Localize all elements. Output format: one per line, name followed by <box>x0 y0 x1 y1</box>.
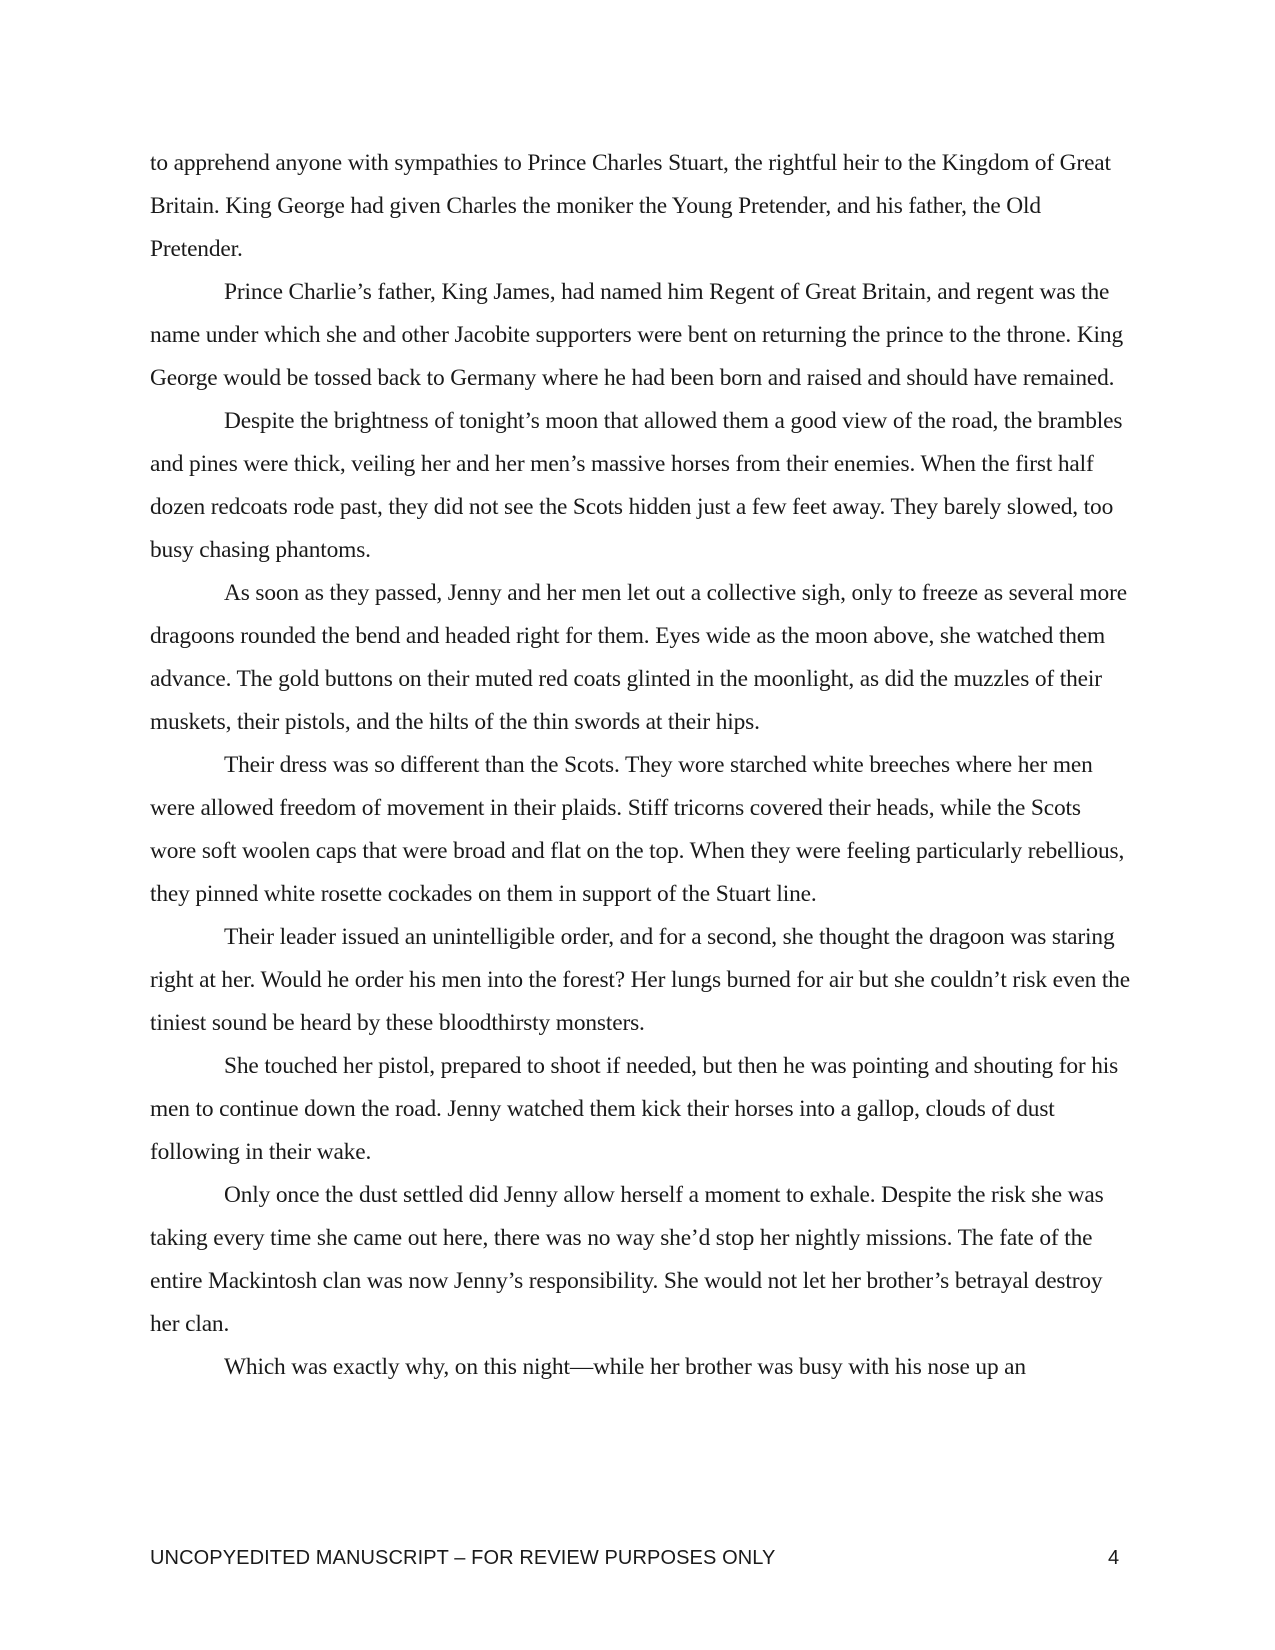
paragraph: She touched her pistol, prepared to shoot if needed, but then he was pointing and shouting for his men to continue down the road. Jenny watched them kick their horses into a gallop, clouds of dust following in their wake. <box>150 1053 1119 1165</box>
paragraph: Only once the dust settled did Jenny allow herself a moment to exhale. Despite the risk she was taking every time she came out here, there was no way she’d stop her nightly missions. The fate of the entire Mackintosh clan was now Jenny’s responsibility. She would not let her brother’s betrayal destroy her clan. <box>150 1182 1104 1337</box>
page-number: 4 <box>1108 1547 1120 1569</box>
paragraph: As soon as they passed, Jenny and her men let out a collective sigh, only to freeze as several more dragoons rounded the bend and headed right for them. Eyes wide as the moon above, she watched them advance. The gold buttons on their muted red coats glinted in the moonlight, as did the muzzles of their muskets, their pistols, and the hilts of the thin swords at their hips. <box>150 580 1127 735</box>
paragraph: Their leader issued an unintelligible order, and for a second, she thought the dragoon was staring right at her. Would he order his men into the forest? Her lungs burned for air but she couldn’t risk even the tiniest sound be heard by these bloodthirsty monsters. <box>150 924 1130 1036</box>
paragraph: Prince Charlie’s father, King James, had named him Regent of Great Britain, and regent was the name under which she and other Jacobite supporters were bent on returning the prince to the throne. King George would be tossed back to Germany where he had been born and raised and should have remained. <box>150 279 1123 391</box>
paragraph: Their dress was so different than the Scots. They wore starched white breeches where her men were allowed freedom of movement in their plaids. Stiff tricorns covered their heads, while the Scots wore soft woolen caps that were broad and flat on the top. When they were feeling particularly rebellious, they pinned white rosette cockades on them in support of the Stuart line. <box>150 752 1125 907</box>
paragraph: Which was exactly why, on this night—while her brother was busy with his nose up an <box>224 1354 1026 1380</box>
paragraph: to apprehend anyone with sympathies to Prince Charles Stuart, the rightful heir to the Kingdom of Great Britain. King George had given Charles the moniker the Young Pretender, and his father, the Old Pretender. <box>150 150 1111 262</box>
manuscript-body <box>150 142 1130 1389</box>
footer-notice: UNCOPYEDITED MANUSCRIPT – FOR REVIEW PURPOSES ONLY <box>150 1547 776 1569</box>
paragraph: Despite the brightness of tonight’s moon that allowed them a good view of the road, the brambles and pines were thick, veiling her and her men’s massive horses from their enemies. When the first half dozen redcoats rode past, they did not see the Scots hidden just a few feet away. They barely slowed, too busy chasing phantoms. <box>150 408 1123 563</box>
